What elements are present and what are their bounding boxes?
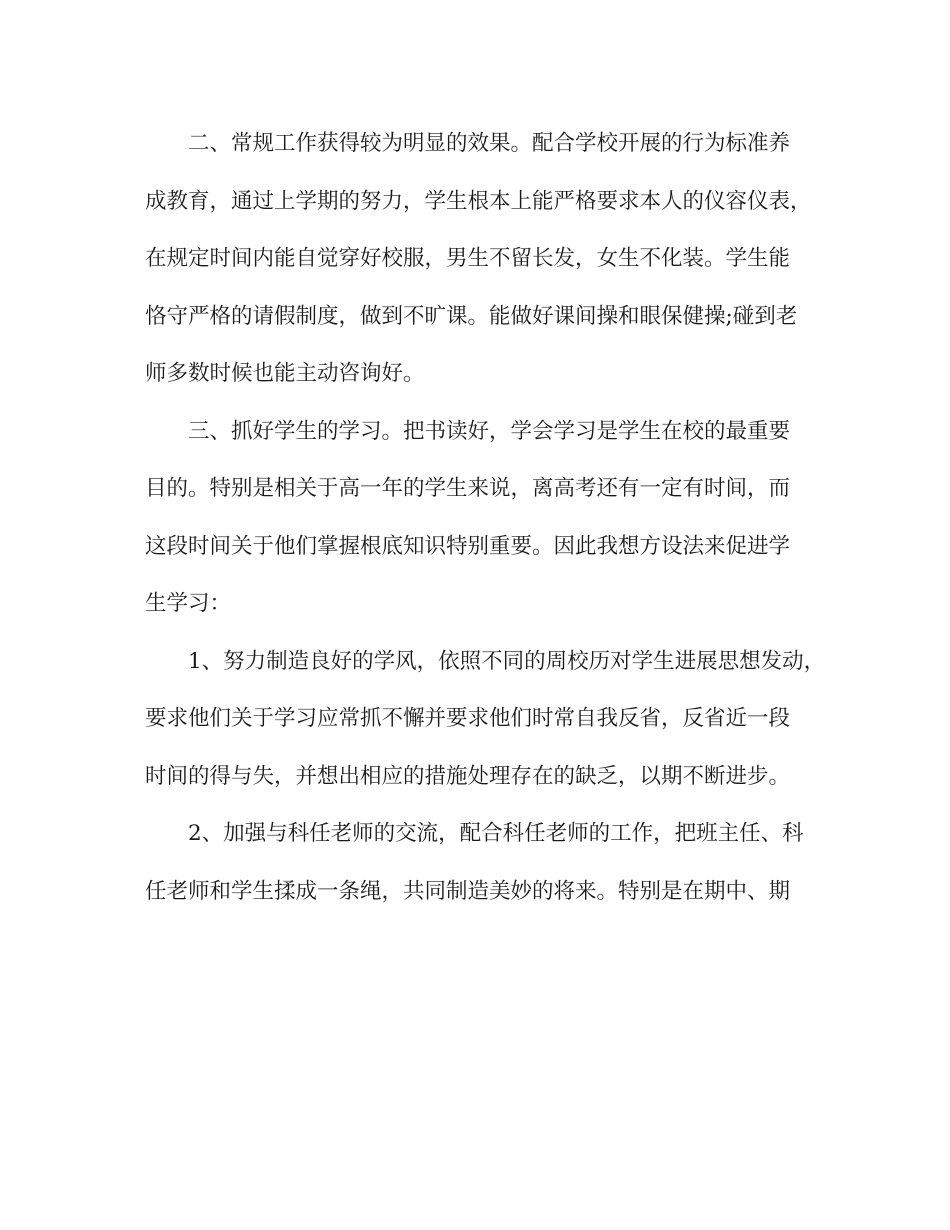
document-body [145, 122, 826, 927]
text-line: 恪守严格的请假制度，做到不旷课。能做好课间操和眼保健操;碰到老 [145, 303, 798, 329]
text-line: 在规定时间内能自觉穿好校服，男生不留长发，女生不化装。学生能 [145, 246, 791, 271]
text-line: 这段时间关于他们掌握根底知识特别重要。因此我想方设法来促进学 [145, 533, 791, 559]
text-line: 目的。特别是相关于高一年的学生来说，离高考还有一定有时间，而 [145, 476, 791, 501]
text-line: 生学习： [145, 591, 232, 616]
text-line: 成教育，通过上学期的努力，学生根本上能严格要求本人的仪容仪表， [145, 188, 812, 214]
text-line: 要求他们关于学习应常抓不懈并要求他们时常自我反省，反省近一段 [145, 706, 791, 731]
text-line: 任老师和学生揉成一条绳，共同制造美妙的将来。特别是在期中、期 [145, 878, 791, 904]
text-line: 时间的得与失，并想出相应的措施处理存在的缺乏，以期不断进步。 [145, 763, 791, 789]
text-line: 三、抓好学生的学习。把书读好，学会学习是学生在校的最重要 [188, 418, 791, 444]
text-line: 二、常规工作获得较为明显的效果。配合学校开展的行为标准养 [188, 131, 791, 156]
text-line: 师多数时候也能主动咨询好。 [145, 361, 425, 386]
text-line: 1、努力制造良好的学风，依照不同的周校历对学生进展思想发动， [188, 648, 826, 674]
text-line: 2、加强与科任老师的交流，配合科任老师的工作，把班主任、科 [188, 821, 804, 846]
